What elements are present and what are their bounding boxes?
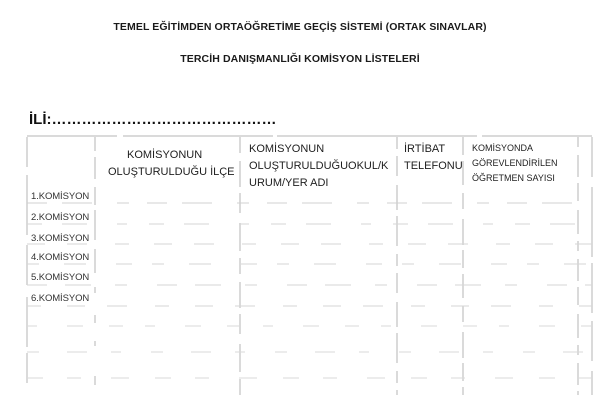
header-okul-line2: OLUŞTURULDUĞUOKUL/K <box>249 160 389 172</box>
row-label-5: 5.KOMİSYON <box>31 272 90 283</box>
document-subtitle: TERCİH DANIŞMANLIĞI KOMİSYON LİSTELERİ <box>180 53 420 65</box>
header-ilce-line2: OLUŞTURULDUĞU İLÇE <box>108 166 235 178</box>
ili-field: İLİ:……………………………………… <box>29 111 277 128</box>
row-label-3: 3.KOMİSYON <box>31 233 90 244</box>
row-label-6: 6.KOMİSYON <box>31 293 90 304</box>
header-ilce-line1: KOMİSYONUN <box>127 149 203 161</box>
header-sayi-line3: ÖĞRETMEN SAYISI <box>472 173 555 183</box>
header-telefon-line1: İRTİBAT <box>404 143 446 155</box>
header-okul-line3: URUM/YER ADI <box>249 177 329 189</box>
document-title: TEMEL EĞİTİMDEN ORTAÖĞRETİME GEÇİŞ SİSTEMİ (ORTAK SINAVLAR) <box>113 21 487 33</box>
header-telefon-line2: TELEFONU <box>404 160 463 172</box>
row-label-4: 4.KOMİSYON <box>31 252 90 263</box>
header-sayi-line2: GÖREVLENDİRİLEN <box>472 158 558 168</box>
row-label-1: 1.KOMİSYON <box>31 191 90 202</box>
row-label-2: 2.KOMİSYON <box>31 212 90 223</box>
header-sayi-line1: KOMİSYONDA <box>472 143 534 153</box>
header-okul-line1: KOMİSYONUN <box>249 143 325 155</box>
